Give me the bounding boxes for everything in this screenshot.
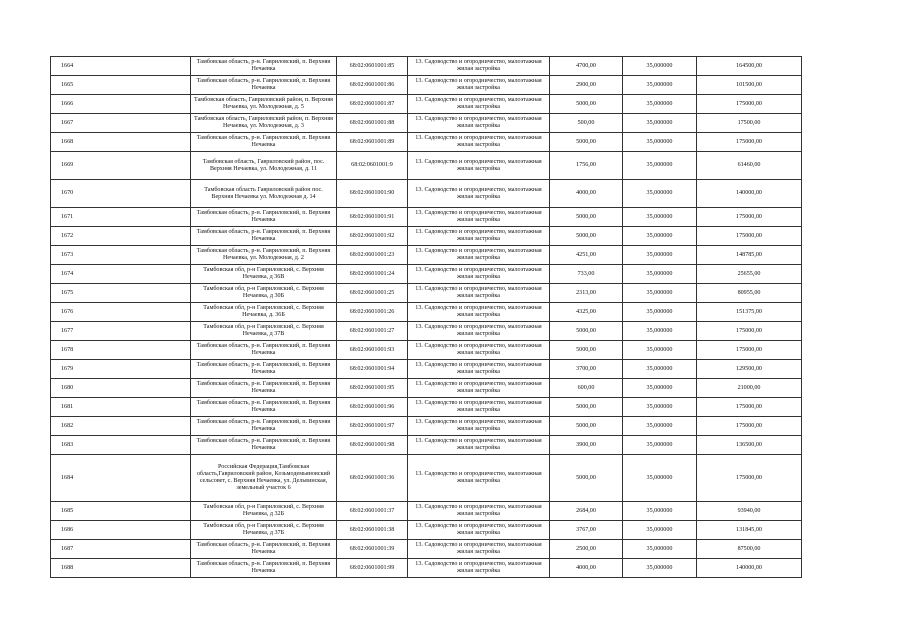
row-number-cell: 1667 [51, 114, 191, 133]
land-use-cell: 13. Садоводство и огородничество, малоэтажная жилая застройка [408, 303, 550, 322]
area-cell: 4251,00 [550, 246, 623, 265]
row-number-cell: 1674 [51, 265, 191, 284]
row-number-cell: 1669 [51, 152, 191, 180]
cadastral-number-cell: 68:02:0601001:37 [337, 502, 408, 521]
land-use-cell: 13. Садоводство и огородничество, малоэтажная жилая застройка [408, 521, 550, 540]
address-cell: Тамбовская область, р-н. Гавриловский, п. Верхняя Нечаевка [191, 360, 337, 379]
specific-value-cell: 35,000000 [623, 227, 697, 246]
address-cell: Тамбовская область, р-н. Гавриловский, п. Верхняя Нечаевка [191, 341, 337, 360]
cadastral-value-cell: 136500,00 [697, 436, 802, 455]
cadastral-value-cell: 17500,00 [697, 114, 802, 133]
address-cell: Тамбовская область, р-н. Гавриловский, п. Верхняя Нечаевка [191, 559, 337, 578]
specific-value-cell: 35,000000 [623, 76, 697, 95]
address-cell: Тамбовская обл, р-н Гавриловский, с. Верхняя Нечаевка, д. 36Б [191, 303, 337, 322]
land-use-cell: 13. Садоводство и огородничество, малоэтажная жилая застройка [408, 208, 550, 227]
cadastral-value-cell: 140000,00 [697, 559, 802, 578]
cadastral-number-cell: 68:02:0601001:23 [337, 246, 408, 265]
address-cell: Тамбовская область, р-н. Гавриловский, п. Верхняя Нечаевка [191, 417, 337, 436]
land-use-cell: 13. Садоводство и огородничество, малоэтажная жилая застройка [408, 540, 550, 559]
table-row [51, 540, 802, 559]
specific-value-cell: 35,000000 [623, 398, 697, 417]
row-number-cell: 1671 [51, 208, 191, 227]
area-cell: 4000,00 [550, 559, 623, 578]
specific-value-cell: 35,000000 [623, 284, 697, 303]
cadastral-number-cell: 68:02:0601001:24 [337, 265, 408, 284]
cadastral-number-cell: 68:02:0601001:92 [337, 227, 408, 246]
row-number-cell: 1670 [51, 180, 191, 208]
area-cell: 1756,00 [550, 152, 623, 180]
specific-value-cell: 35,000000 [623, 417, 697, 436]
address-cell: Тамбовская область, Гавриловский район, пос. Верхняя Нечаевка, ул. Молодежная, д. 11 [191, 152, 337, 180]
row-number-cell: 1665 [51, 76, 191, 95]
cadastral-number-cell: 68:02:0601001:86 [337, 76, 408, 95]
cadastral-value-cell: 175000,00 [697, 133, 802, 152]
area-cell: 3900,00 [550, 436, 623, 455]
row-number-cell: 1686 [51, 521, 191, 540]
row-number-cell: 1664 [51, 57, 191, 76]
cadastral-value-cell: 175000,00 [697, 417, 802, 436]
land-use-cell: 13. Садоводство и огородничество, малоэтажная жилая застройка [408, 76, 550, 95]
table-row [51, 246, 802, 265]
land-use-cell: 13. Садоводство и огородничество, малоэтажная жилая застройка [408, 436, 550, 455]
land-use-cell: 13. Садоводство и огородничество, малоэтажная жилая застройка [408, 227, 550, 246]
area-cell: 5000,00 [550, 133, 623, 152]
cadastral-number-cell: 68:02:0601001:99 [337, 559, 408, 578]
address-cell: Тамбовская область, р-н. Гавриловский, п. Верхняя Нечаевка [191, 208, 337, 227]
row-number-cell: 1683 [51, 436, 191, 455]
cadastral-value-cell: 101500,00 [697, 76, 802, 95]
address-cell: Тамбовская обл, р-н Гавриловский, с. Верхняя Нечаевка, д 32Б [191, 502, 337, 521]
land-use-cell: 13. Садоводство и огородничество, малоэтажная жилая застройка [408, 57, 550, 76]
cadastral-value-cell: 87500,00 [697, 540, 802, 559]
row-number-cell: 1681 [51, 398, 191, 417]
land-use-cell: 13. Садоводство и огородничество, малоэтажная жилая застройка [408, 180, 550, 208]
area-cell: 500,00 [550, 114, 623, 133]
land-use-cell: 13. Садоводство и огородничество, малоэтажная жилая застройка [408, 398, 550, 417]
row-number-cell: 1675 [51, 284, 191, 303]
land-use-cell: 13. Садоводство и огородничество, малоэтажная жилая застройка [408, 133, 550, 152]
cadastral-number-cell: 68:02:0601001:93 [337, 341, 408, 360]
table-row [51, 341, 802, 360]
cadastral-number-cell: 68:02:0601001:25 [337, 284, 408, 303]
table-row [51, 95, 802, 114]
land-use-cell: 13. Садоводство и огородничество, малоэтажная жилая застройка [408, 341, 550, 360]
land-use-cell: 13. Садоводство и огородничество, малоэтажная жилая застройка [408, 95, 550, 114]
cadastral-value-cell: 21000,00 [697, 379, 802, 398]
area-cell: 4700,00 [550, 57, 623, 76]
land-use-cell: 13. Садоводство и огородничество, малоэтажная жилая застройка [408, 152, 550, 180]
address-cell: Тамбовская область, р-н. Гавриловский, п. Верхняя Нечаевка [191, 379, 337, 398]
table-row [51, 521, 802, 540]
area-cell: 5000,00 [550, 322, 623, 341]
area-cell: 3700,00 [550, 360, 623, 379]
table-row [51, 379, 802, 398]
address-cell: Тамбовская область, р-н. Гавриловский, п. Верхняя Нечаевка [191, 76, 337, 95]
row-number-cell: 1679 [51, 360, 191, 379]
table-row [51, 455, 802, 502]
cadastral-value-cell: 131845,00 [697, 521, 802, 540]
cadastral-number-cell: 68:02:0601001:26 [337, 303, 408, 322]
table-row [51, 502, 802, 521]
cadastral-value-cell: 25655,00 [697, 265, 802, 284]
specific-value-cell: 35,000000 [623, 341, 697, 360]
table-row [51, 265, 802, 284]
row-number-cell: 1676 [51, 303, 191, 322]
table-row [51, 303, 802, 322]
cadastral-number-cell: 68:02:0601001:89 [337, 133, 408, 152]
address-cell: Тамбовская область, Гавриловский район, п. Верхняя Нечаевка, ул. Молодежная, д. 3 [191, 114, 337, 133]
row-number-cell: 1682 [51, 417, 191, 436]
address-cell: Тамбовская область Гавриловский район пос. Верхняя Нечаевка ул. Молодежная д. 14 [191, 180, 337, 208]
specific-value-cell: 35,000000 [623, 303, 697, 322]
specific-value-cell: 35,000000 [623, 436, 697, 455]
specific-value-cell: 35,000000 [623, 152, 697, 180]
table-body [51, 57, 802, 578]
cadastral-value-cell: 151375,00 [697, 303, 802, 322]
row-number-cell: 1672 [51, 227, 191, 246]
specific-value-cell: 35,000000 [623, 133, 697, 152]
cadastral-number-cell: 68:02:0601001:94 [337, 360, 408, 379]
table-row [51, 133, 802, 152]
area-cell: 5000,00 [550, 95, 623, 114]
specific-value-cell: 35,000000 [623, 95, 697, 114]
land-use-cell: 13. Садоводство и огородничество, малоэтажная жилая застройка [408, 265, 550, 284]
table-row [51, 322, 802, 341]
land-use-cell: 13. Садоводство и огородничество, малоэтажная жилая застройка [408, 417, 550, 436]
address-cell: Тамбовская область, р-н. Гавриловский, п. Верхняя Нечаевка [191, 227, 337, 246]
area-cell: 600,00 [550, 379, 623, 398]
row-number-cell: 1680 [51, 379, 191, 398]
table-row [51, 208, 802, 227]
area-cell: 2684,00 [550, 502, 623, 521]
cadastral-number-cell: 68:02:0601001:9 [337, 152, 408, 180]
address-cell: Тамбовская обл, р-н Гавриловский, с. Верхняя Нечаевка, д 37Б [191, 521, 337, 540]
area-cell: 4000,00 [550, 180, 623, 208]
row-number-cell: 1684 [51, 455, 191, 502]
cadastral-number-cell: 68:02:0601001:91 [337, 208, 408, 227]
address-cell: Тамбовская область, р-н. Гавриловский, п. Верхняя Нечаевка [191, 436, 337, 455]
address-cell: Тамбовская область, р-н. Гавриловский, п. Верхняя Нечаевка, ул. Молодежная, д. 2 [191, 246, 337, 265]
cadastral-number-cell: 68:02:0601001:90 [337, 180, 408, 208]
address-cell: Российская Федерация,Тамбовская область,Гавриловский район, Козьмодемьяновский сельсовет, с. Верхняя Нечаевка, ул. Дельвинская, земельный участок 6 [191, 455, 337, 502]
address-cell: Тамбовская область, р-н. Гавриловский, п. Верхняя Нечаевка [191, 540, 337, 559]
row-number-cell: 1685 [51, 502, 191, 521]
cadastral-number-cell: 68:02:0601001:98 [337, 436, 408, 455]
address-cell: Тамбовская обл, р-н Гавриловский, с. Верхняя Нечаевка, д 36В [191, 265, 337, 284]
specific-value-cell: 35,000000 [623, 246, 697, 265]
cadastral-number-cell: 68:02:0601001:87 [337, 95, 408, 114]
row-number-cell: 1687 [51, 540, 191, 559]
address-cell: Тамбовская область, р-н. Гавриловский, п. Верхняя Нечаевка [191, 57, 337, 76]
specific-value-cell: 35,000000 [623, 208, 697, 227]
table-row [51, 559, 802, 578]
specific-value-cell: 35,000000 [623, 114, 697, 133]
area-cell: 5000,00 [550, 341, 623, 360]
table-row [51, 180, 802, 208]
area-cell: 4325,00 [550, 303, 623, 322]
cadastral-value-cell: 175000,00 [697, 455, 802, 502]
land-use-cell: 13. Садоводство и огородничество, малоэтажная жилая застройка [408, 360, 550, 379]
specific-value-cell: 35,000000 [623, 322, 697, 341]
cadastral-value-cell: 148785,00 [697, 246, 802, 265]
row-number-cell: 1688 [51, 559, 191, 578]
area-cell: 5000,00 [550, 455, 623, 502]
land-use-cell: 13. Садоводство и огородничество, малоэтажная жилая застройка [408, 502, 550, 521]
row-number-cell: 1678 [51, 341, 191, 360]
land-use-cell: 13. Садоводство и огородничество, малоэтажная жилая застройка [408, 322, 550, 341]
cadastral-number-cell: 68:02:0601001:97 [337, 417, 408, 436]
land-use-cell: 13. Садоводство и огородничество, малоэтажная жилая застройка [408, 559, 550, 578]
area-cell: 5000,00 [550, 227, 623, 246]
specific-value-cell: 35,000000 [623, 540, 697, 559]
address-cell: Тамбовская обл, р-н Гавриловский, с. Верхняя Нечаевка, д 37В [191, 322, 337, 341]
specific-value-cell: 35,000000 [623, 521, 697, 540]
cadastral-value-cell: 140000,00 [697, 180, 802, 208]
address-cell: Тамбовская область, Гавриловский район, п. Верхняя Нечаевка, ул. Молодежная, д. 5 [191, 95, 337, 114]
specific-value-cell: 35,000000 [623, 502, 697, 521]
cadastral-value-cell: 175000,00 [697, 227, 802, 246]
cadastral-number-cell: 68:02:0601001:85 [337, 57, 408, 76]
cadastral-value-cell: 175000,00 [697, 398, 802, 417]
land-use-cell: 13. Садоводство и огородничество, малоэтажная жилая застройка [408, 114, 550, 133]
specific-value-cell: 35,000000 [623, 379, 697, 398]
row-number-cell: 1666 [51, 95, 191, 114]
table-row [51, 417, 802, 436]
land-use-cell: 13. Садоводство и огородничество, малоэтажная жилая застройка [408, 455, 550, 502]
cadastral-value-cell: 175000,00 [697, 341, 802, 360]
area-cell: 2313,00 [550, 284, 623, 303]
specific-value-cell: 35,000000 [623, 455, 697, 502]
land-use-cell: 13. Садоводство и огородничество, малоэтажная жилая застройка [408, 379, 550, 398]
cadastral-number-cell: 68:02:0601001:95 [337, 379, 408, 398]
cadastral-value-cell: 175000,00 [697, 322, 802, 341]
table-row [51, 284, 802, 303]
cadastral-number-cell: 68:02:0601001:27 [337, 322, 408, 341]
address-cell: Тамбовская обл, р-н Гавриловский, с. Верхняя Нечаевка, д 30Б [191, 284, 337, 303]
area-cell: 2500,00 [550, 540, 623, 559]
table-row [51, 436, 802, 455]
cadastral-value-cell: 129500,00 [697, 360, 802, 379]
address-cell: Тамбовская область, р-н. Гавриловский, п. Верхняя Нечаевка [191, 133, 337, 152]
cadastral-value-cell: 80955,00 [697, 284, 802, 303]
cadastral-value-cell: 61460,00 [697, 152, 802, 180]
area-cell: 3767,00 [550, 521, 623, 540]
table-row [51, 227, 802, 246]
specific-value-cell: 35,000000 [623, 559, 697, 578]
area-cell: 5000,00 [550, 208, 623, 227]
cadastral-value-cell: 175000,00 [697, 208, 802, 227]
address-cell: Тамбовская область, р-н. Гавриловский, п. Верхняя Нечаевка [191, 398, 337, 417]
cadastral-value-cell: 93940,00 [697, 502, 802, 521]
area-cell: 733,00 [550, 265, 623, 284]
area-cell: 2900,00 [550, 76, 623, 95]
cadastral-value-cell: 164500,00 [697, 57, 802, 76]
table-row [51, 76, 802, 95]
cadastral-value-table [50, 56, 802, 578]
specific-value-cell: 35,000000 [623, 57, 697, 76]
specific-value-cell: 35,000000 [623, 360, 697, 379]
area-cell: 5000,00 [550, 398, 623, 417]
land-use-cell: 13. Садоводство и огородничество, малоэтажная жилая застройка [408, 284, 550, 303]
table-row [51, 152, 802, 180]
cadastral-number-cell: 68:02:0601001:36 [337, 455, 408, 502]
cadastral-number-cell: 68:02:0601001:39 [337, 540, 408, 559]
table-row [51, 360, 802, 379]
cadastral-number-cell: 68:02:0601001:88 [337, 114, 408, 133]
land-use-cell: 13. Садоводство и огородничество, малоэтажная жилая застройка [408, 246, 550, 265]
table-row [51, 57, 802, 76]
table-row [51, 114, 802, 133]
row-number-cell: 1673 [51, 246, 191, 265]
row-number-cell: 1677 [51, 322, 191, 341]
cadastral-number-cell: 68:02:0601001:38 [337, 521, 408, 540]
table-row [51, 398, 802, 417]
cadastral-number-cell: 68:02:0601001:96 [337, 398, 408, 417]
area-cell: 5000,00 [550, 417, 623, 436]
cadastral-value-cell: 175000,00 [697, 95, 802, 114]
row-number-cell: 1668 [51, 133, 191, 152]
specific-value-cell: 35,000000 [623, 180, 697, 208]
specific-value-cell: 35,000000 [623, 265, 697, 284]
